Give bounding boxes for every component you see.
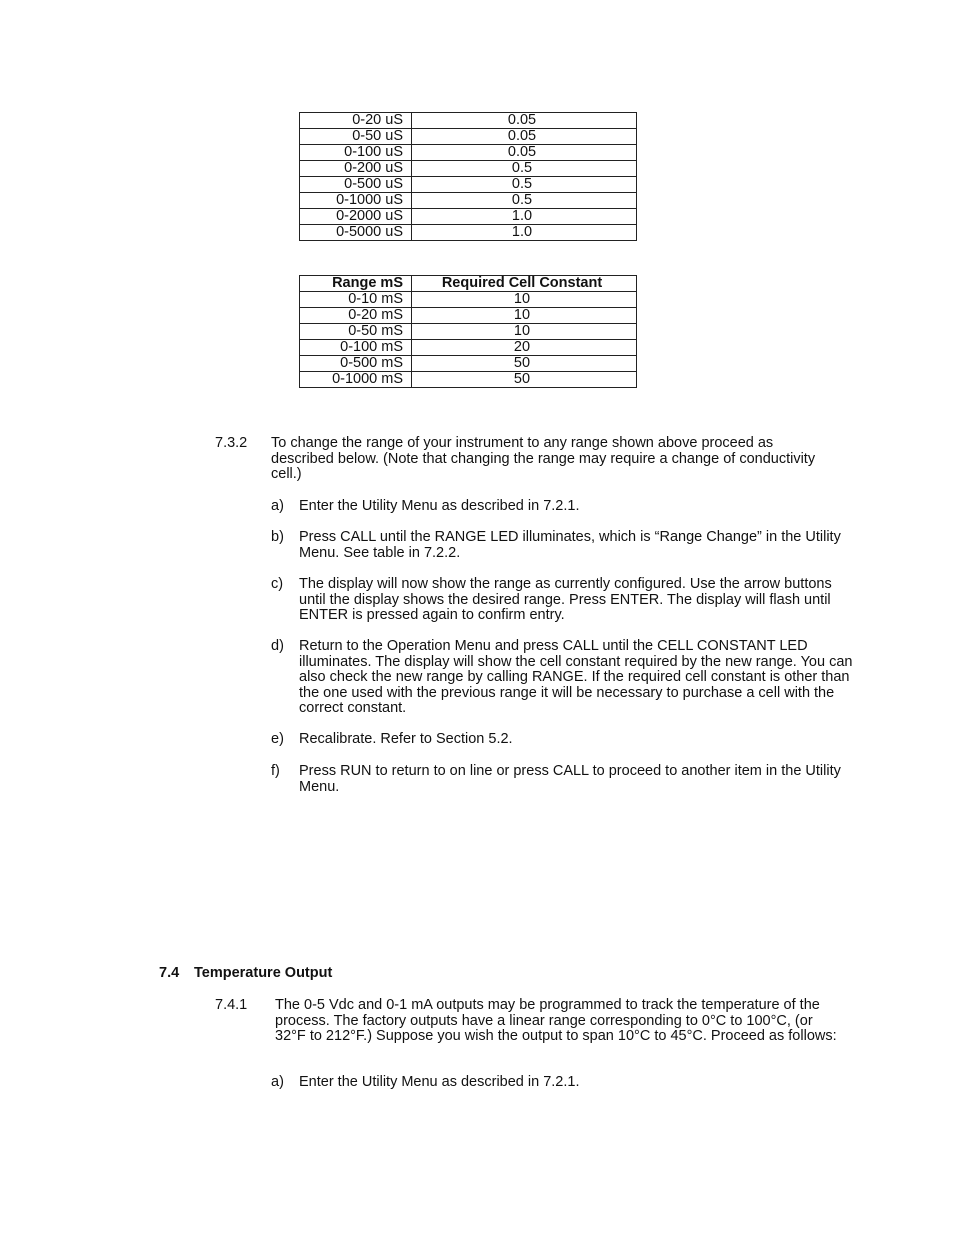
constant-cell: 1.0 <box>412 225 637 241</box>
constant-cell: 10 <box>412 292 637 308</box>
table-row <box>300 209 637 225</box>
constant-cell: 10 <box>412 324 637 340</box>
constant-cell: 0.05 <box>412 113 637 129</box>
step-d-text: Return to the Operation Menu and press CALL until the CELL CONSTANT LED illuminates. The display will show the cell constant required by the new range. You can also check the new range by calling RANGE. If the required cell constant is other than the one used with the previous range it will be necessary to purchase a cell with the correct constant. <box>299 638 853 716</box>
step-a-text: Enter the Utility Menu as described in 7.2.1. <box>299 498 580 514</box>
step-a-text: Enter the Utility Menu as described in 7.2.1. <box>299 1074 580 1090</box>
constant-cell: 0.05 <box>412 129 637 145</box>
constant-cell: 1.0 <box>412 209 637 225</box>
constant-cell: 0.5 <box>412 161 637 177</box>
constant-cell: 0.5 <box>412 193 637 209</box>
table-header-row <box>300 276 637 292</box>
range-cell: 0-50 mS <box>300 324 412 340</box>
range-cell: 0-50 uS <box>300 129 412 145</box>
constant-cell: 0.5 <box>412 177 637 193</box>
range-cell: 0-500 uS <box>300 177 412 193</box>
section-number-7-4: 7.4 <box>159 965 180 981</box>
step-b-text: Press CALL until the RANGE LED illuminates, which is “Range Change” in the Utility Menu. See table in 7.2.2. <box>299 529 841 561</box>
section-7-3-2-text: To change the range of your instrument to any range shown above proceed as described below. (Note that changing the range may require a change of conductivity cell.) <box>271 435 816 482</box>
constant-cell: 50 <box>412 356 637 372</box>
step-label: b) <box>271 529 284 545</box>
section-number-7-4-1: 7.4.1 <box>215 997 248 1013</box>
range-cell: 0-100 uS <box>300 145 412 161</box>
range-cell: 0-10 mS <box>300 292 412 308</box>
range-cell: 0-20 mS <box>300 308 412 324</box>
constant-cell: 20 <box>412 340 637 356</box>
step-label: c) <box>271 576 284 592</box>
column-header-range: Range mS <box>300 276 412 292</box>
table-row <box>300 129 637 145</box>
step-label: d) <box>271 638 284 654</box>
table-row <box>300 145 637 161</box>
table-row <box>300 292 637 308</box>
column-header-constant: Required Cell Constant <box>412 276 637 292</box>
table-row <box>300 177 637 193</box>
table-row <box>300 356 637 372</box>
constant-cell: 0.05 <box>412 145 637 161</box>
range-cell: 0-200 uS <box>300 161 412 177</box>
table-row <box>300 161 637 177</box>
step-e-text: Recalibrate. Refer to Section 5.2. <box>299 731 513 747</box>
table-row <box>300 340 637 356</box>
step-label: a) <box>271 1074 284 1090</box>
range-cell: 0-100 mS <box>300 340 412 356</box>
section-number-7-3-2: 7.3.2 <box>215 435 248 451</box>
range-cell: 0-2000 uS <box>300 209 412 225</box>
range-cell: 0-1000 uS <box>300 193 412 209</box>
section-title: Temperature Output <box>194 965 333 981</box>
step-label: a) <box>271 498 284 514</box>
step-c-text: The display will now show the range as currently configured. Use the arrow buttons until the display shows the desired range. Press ENTER. The display will flash until ENTER is pressed again to confirm entry. <box>299 576 832 623</box>
range-cell: 0-1000 mS <box>300 372 412 388</box>
step-f-text: Press RUN to return to on line or press CALL to proceed to another item in the Utility Menu. <box>299 763 841 795</box>
table-row <box>300 308 637 324</box>
table-row <box>300 324 637 340</box>
range-cell: 0-20 uS <box>300 113 412 129</box>
range-cell: 0-500 mS <box>300 356 412 372</box>
table-row <box>300 372 637 388</box>
step-label: f) <box>271 763 280 779</box>
step-label: e) <box>271 731 284 747</box>
constant-cell: 10 <box>412 308 637 324</box>
range-cell: 0-5000 uS <box>300 225 412 241</box>
table-row <box>300 113 637 129</box>
constant-cell: 50 <box>412 372 637 388</box>
section-7-4-1-text: The 0-5 Vdc and 0-1 mA outputs may be programmed to track the temperature of the process. The factory outputs have a linear range corresponding to 0°C to 100°C, (or 32°F to 212°F.) Suppose you wish the output to span 10°C to 45°C. Proceed as follows: <box>275 997 837 1044</box>
table-row <box>300 225 637 241</box>
ms-range-table <box>299 275 637 388</box>
table-row <box>300 193 637 209</box>
us-range-table <box>299 112 637 241</box>
